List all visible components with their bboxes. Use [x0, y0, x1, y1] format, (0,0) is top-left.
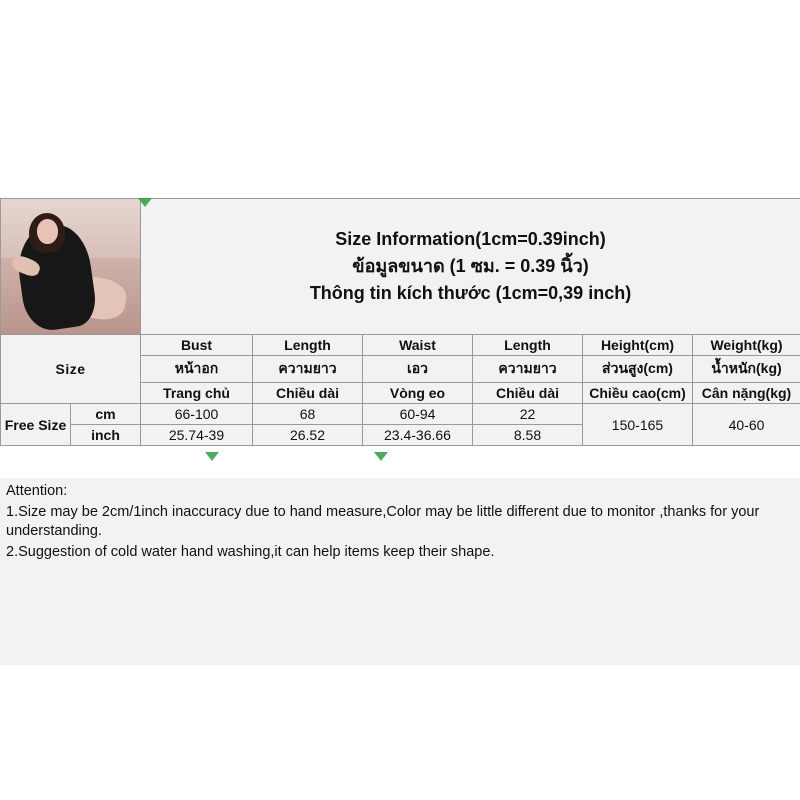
header-length1-th: ความยาว	[253, 356, 363, 383]
header-length2-th: ความยาว	[473, 356, 583, 383]
header-weight-vi: Cân nặng(kg)	[693, 383, 800, 404]
chart-title-en: Size Information(1cm=0.39inch)	[335, 229, 606, 249]
header-weight-en: Weight(kg)	[693, 335, 800, 356]
green-triangle-mark-1	[138, 198, 152, 207]
attention-note-2: 2.Suggestion of cold water hand washing,it can help items keep their shape.	[6, 544, 495, 561]
value-length2-cm: 22	[473, 404, 583, 425]
table-row-cm	[1, 404, 800, 425]
header-length2-vi: Chiều dài	[473, 383, 583, 404]
attention-block	[0, 478, 800, 573]
header-height-vi: Chiều cao(cm)	[583, 383, 693, 404]
header-height-th: ส่วนสูง(cm)	[583, 356, 693, 383]
chart-title-vi: Thông tin kích thước (1cm=0,39 inch)	[309, 283, 632, 303]
header-length2-en: Length	[473, 335, 583, 356]
green-triangle-mark-3	[374, 452, 388, 461]
size-chart-panel	[0, 198, 800, 446]
header-height-en: Height(cm)	[583, 335, 693, 356]
value-weight: 40-60	[693, 404, 800, 446]
value-length2-inch: 8.58	[473, 425, 583, 446]
header-bust-vi: Trang chủ	[141, 383, 253, 404]
header-bust-en: Bust	[141, 335, 253, 356]
header-waist-vi: Vòng eo	[363, 383, 473, 404]
row-label-free-size: Free Size	[1, 404, 71, 446]
size-column-label: Size	[1, 335, 141, 404]
photo-model-face	[37, 219, 58, 243]
header-length1-vi: Chiều dài	[253, 383, 363, 404]
header-waist-th: เอว	[363, 356, 473, 383]
table-row-header-en	[1, 335, 800, 356]
green-triangle-mark-2	[205, 452, 219, 461]
value-bust-cm: 66-100	[141, 404, 253, 425]
header-length1-en: Length	[253, 335, 363, 356]
attention-note-1: 1.Size may be 2cm/1inch inaccuracy due to hand measure,Color may be little different due to monitor ,thanks for your understanding.	[6, 504, 760, 540]
panel-filler	[0, 560, 800, 665]
unit-cm: cm	[71, 404, 141, 425]
unit-inch: inch	[71, 425, 141, 446]
value-waist-cm: 60-94	[363, 404, 473, 425]
header-bust-th: หน้าอก	[141, 356, 253, 383]
header-weight-th: น้ำหนัก(kg)	[693, 356, 800, 383]
product-photo-image	[1, 199, 140, 334]
table-row-title	[1, 199, 800, 335]
header-waist-en: Waist	[363, 335, 473, 356]
value-length1-inch: 26.52	[253, 425, 363, 446]
value-waist-inch: 23.4-36.66	[363, 425, 473, 446]
attention-heading: Attention:	[6, 483, 68, 499]
value-height: 150-165	[583, 404, 693, 446]
value-length1-cm: 68	[253, 404, 363, 425]
chart-title	[141, 199, 800, 335]
product-photo	[1, 199, 141, 335]
chart-title-th: ข้อมูลขนาด (1 ซม. = 0.39 นิ้ว)	[352, 256, 589, 276]
value-bust-inch: 25.74-39	[141, 425, 253, 446]
size-table	[0, 198, 800, 446]
